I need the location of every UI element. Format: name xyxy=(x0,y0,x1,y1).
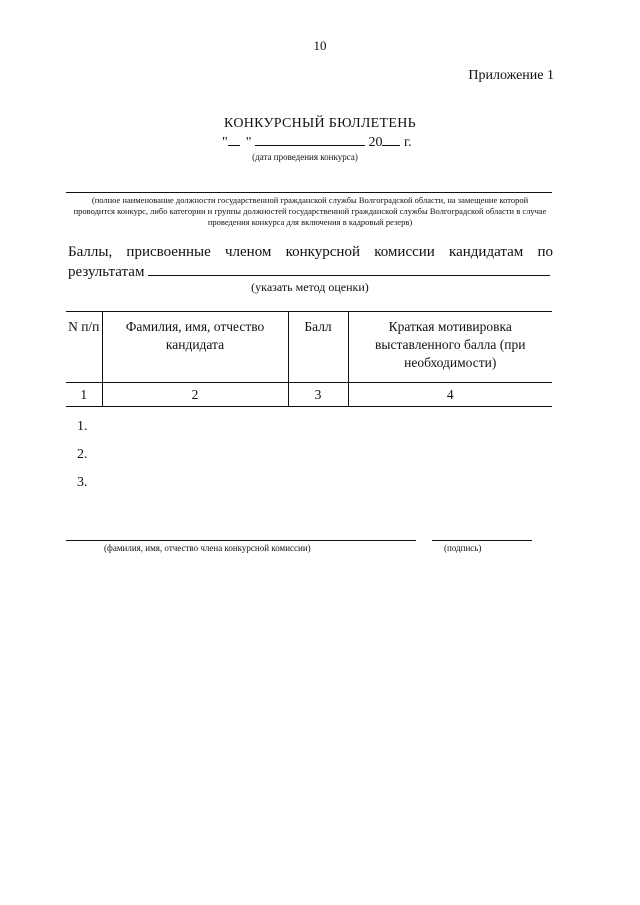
position-field-line xyxy=(66,192,552,193)
member-name-line xyxy=(66,540,416,541)
scores-line1: Баллы, присвоенные членом конкурсной комиссии кандидатам по xyxy=(68,244,553,260)
member-name-caption: (фамилия, имя, отчество члена конкурсной комиссии) xyxy=(104,543,311,553)
date-open-quote: " xyxy=(222,135,228,150)
method-blank xyxy=(148,262,550,276)
table-header-row xyxy=(66,312,552,383)
signature-caption: (подпись) xyxy=(444,543,482,553)
appendix-label: Приложение 1 xyxy=(468,68,554,83)
list-item: 2. xyxy=(77,447,88,462)
scores-text-line1 xyxy=(68,243,553,262)
year-blank xyxy=(382,133,400,146)
list-item: 3. xyxy=(77,475,88,490)
column-number: 1 xyxy=(66,383,102,407)
scores-line2-prefix: результатам xyxy=(68,264,145,280)
candidate-list xyxy=(77,413,88,497)
column-number: 2 xyxy=(102,383,288,407)
year-suffix: г. xyxy=(403,135,412,150)
method-caption: (указать метод оценки) xyxy=(251,280,369,294)
header-motivation: Краткая мотивировка выставленного балла (при необходимости) xyxy=(348,312,552,383)
ballot-table xyxy=(66,311,552,407)
month-blank xyxy=(255,133,365,146)
header-candidate-name: Фамилия, имя, отчество кандидата xyxy=(102,312,288,383)
document-title: КОНКУРСНЫЙ БЮЛЛЕТЕНЬ xyxy=(224,116,416,131)
list-item: 1. xyxy=(77,419,88,434)
scores-text-line2 xyxy=(68,262,553,282)
table-column-numbers-row xyxy=(66,383,552,407)
date-line xyxy=(222,133,412,151)
position-caption: (полное наименование должности государственной гражданской службы Волгоградской области, на замещение которой проводится конкурс, либо категории и группы должностей государственной гражданской службы Волгоградской области в случае проведения конкурса для включения в кадровый резерв) xyxy=(73,195,547,227)
year-prefix: 20 xyxy=(368,135,383,150)
column-number: 4 xyxy=(348,383,552,407)
date-close-quote: " xyxy=(245,135,252,150)
column-number: 3 xyxy=(288,383,348,407)
date-caption: (дата проведения конкурса) xyxy=(252,152,358,162)
header-score: Балл xyxy=(288,312,348,383)
day-blank xyxy=(228,133,240,146)
signature-line xyxy=(432,540,532,541)
page-number: 10 xyxy=(313,38,327,53)
header-number: N п/п xyxy=(66,312,102,383)
